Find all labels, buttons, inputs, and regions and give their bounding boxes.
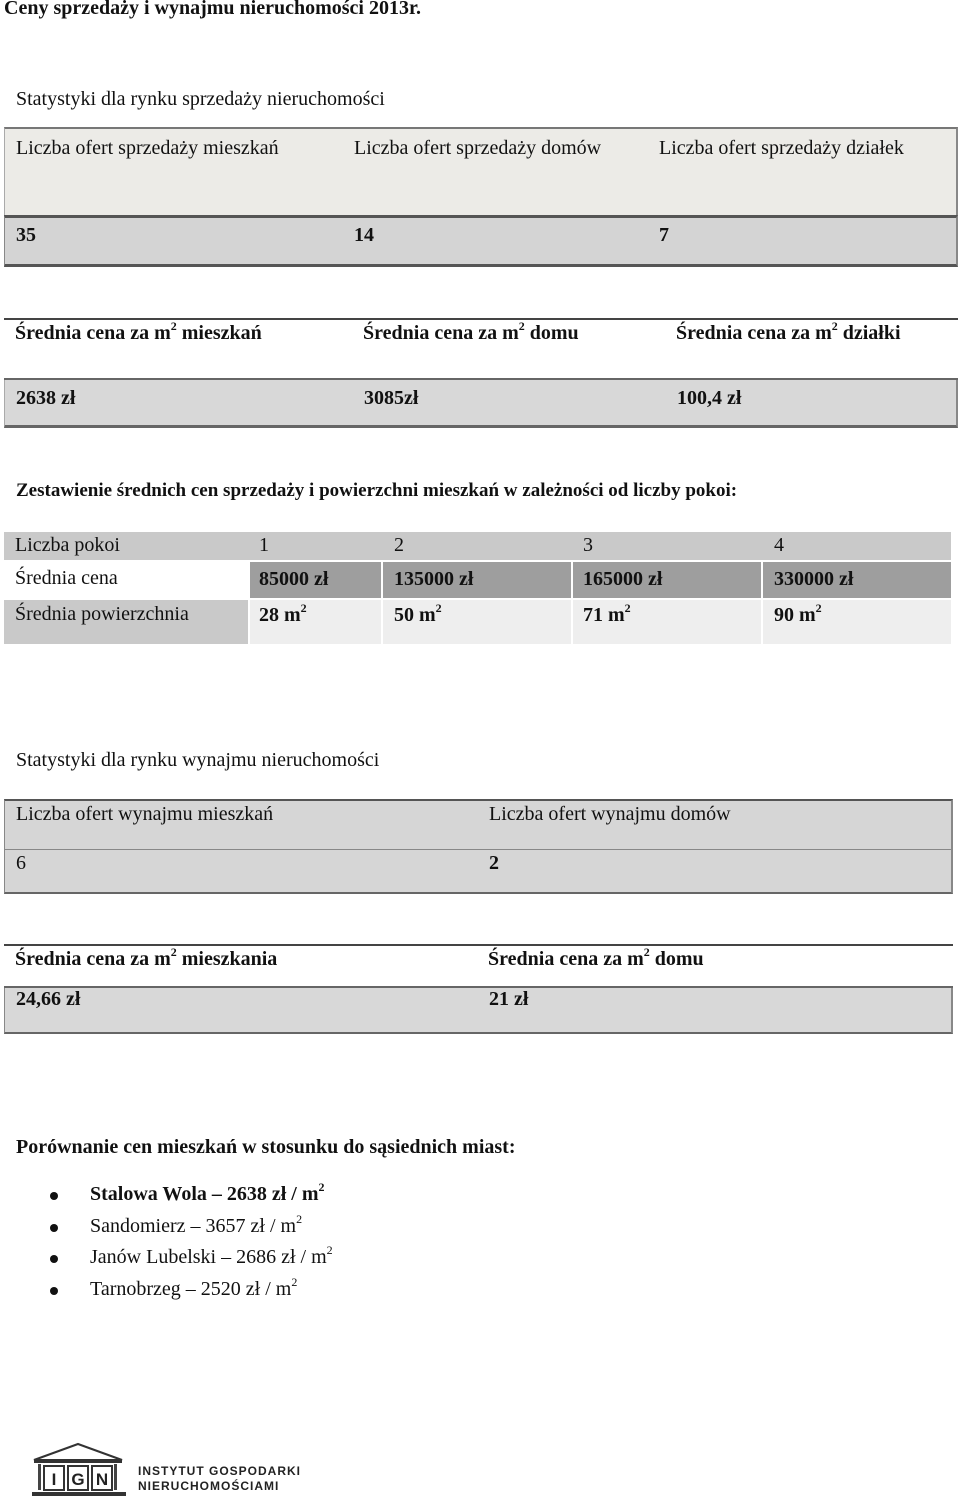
rooms-count-1: 1 — [259, 534, 269, 556]
logo-letter-i: I — [51, 1470, 57, 1489]
bullet-icon — [50, 1287, 58, 1295]
comparison-item-sandomierz: Sandomierz – 3657 zł / $m^2$ — [90, 1211, 303, 1237]
price-header-plots: Średnia cena za $m^2$ działki — [676, 319, 901, 344]
sales-price-table — [4, 318, 958, 428]
sales-heading: Statystyki dla rynku sprzedaży nieruchomości — [16, 88, 385, 110]
rooms-area-4: 90 $m^2$ — [774, 601, 822, 626]
logo-line-1: INSTYTUT GOSPODARKI — [138, 1464, 302, 1478]
bullet-icon — [50, 1255, 58, 1263]
rental-price-header-houses: Średnia cena za $m^2$ domu — [488, 945, 704, 970]
offers-value-houses: 14 — [354, 224, 374, 246]
rooms-area-1: 28 $m^2$ — [259, 601, 307, 626]
offers-header-plots: Liczba ofert sprzedaży działek — [659, 137, 904, 159]
offers-value-plots: 7 — [659, 224, 669, 246]
rental-price-header-row — [4, 944, 953, 988]
rooms-price-3: 165000 zł — [583, 568, 663, 590]
rooms-heading: Zestawienie średnich cen sprzedaży i powierzchni mieszkań w zależności od liczby pokoi: — [16, 480, 738, 501]
price-header-houses: Średnia cena za $m^2$ domu — [363, 319, 579, 344]
rooms-label-count: Liczba pokoi — [15, 534, 120, 556]
logo-building-icon — [30, 1440, 310, 1500]
sales-offers-header-row — [4, 127, 958, 215]
offers-header-flats: Liczba ofert sprzedaży mieszkań — [16, 137, 279, 159]
rental-heading: Statystyki dla rynku wynajmu nieruchomości — [16, 749, 380, 771]
sales-offers-value-row — [4, 215, 958, 267]
sales-offers-table — [4, 127, 958, 267]
logo-line-2: NIERUCHOMOŚCIAMI — [138, 1479, 280, 1493]
rooms-area-3: 71 $m^2$ — [583, 601, 631, 626]
rental-price-value-houses: 21 zł — [489, 988, 529, 1010]
rental-offers-value-row — [4, 849, 953, 894]
logo-letter-n: N — [95, 1470, 109, 1489]
rooms-price-4: 330000 zł — [774, 568, 854, 590]
price-header-flats: Średnia cena za $m^2$ mieszkań — [15, 319, 262, 344]
comparison-item-stalowa-wola: Stalowa Wola – 2638 zł / $m^2$ — [90, 1180, 325, 1205]
rooms-label-area: Średnia powierzchnia — [15, 603, 189, 625]
rooms-row-count — [4, 532, 951, 560]
rental-header-flats: Liczba ofert wynajmu mieszkań — [16, 803, 274, 825]
rental-offers-header-row — [4, 799, 953, 849]
comparison-item-janow-lubelski: Janów Lubelski – 2686 zł / $m^2$ — [90, 1243, 333, 1268]
rental-offers-table — [4, 799, 953, 894]
price-value-flats: 2638 zł — [16, 387, 76, 409]
rooms-count-3: 3 — [583, 534, 593, 556]
rental-price-value-row — [4, 988, 953, 1034]
rooms-count-2: 2 — [394, 534, 404, 556]
rental-price-table — [4, 944, 953, 1034]
rental-header-houses: Liczba ofert wynajmu domów — [489, 803, 731, 825]
rental-value-flats: 6 — [16, 852, 26, 874]
sales-price-header-row — [4, 318, 958, 380]
rooms-count-4: 4 — [774, 534, 784, 556]
rental-price-value-flats: 24,66 zł — [16, 988, 81, 1010]
offers-header-houses: Liczba ofert sprzedaży domów — [354, 137, 602, 159]
offers-value-flats: 35 — [16, 224, 36, 246]
comparison-heading: Porównanie cen mieszkań w stosunku do sąsiednich miast: — [16, 1136, 516, 1158]
comparison-item-tarnobrzeg: Tarnobrzeg – 2520 zł / $m^2$ — [90, 1274, 298, 1300]
rooms-price-2: 135000 zł — [394, 568, 474, 590]
bullet-icon — [50, 1192, 58, 1200]
logo-letter-g: G — [71, 1470, 85, 1489]
ign-logo — [30, 1440, 310, 1500]
rooms-area-2: 50 $m^2$ — [394, 601, 442, 626]
page-title: Ceny sprzedaży i wynajmu nieruchomości 2013r. — [4, 0, 422, 19]
bullet-icon — [50, 1224, 58, 1232]
price-value-houses: 3085zł — [364, 387, 419, 409]
price-value-plots: 100,4 zł — [677, 387, 742, 409]
sales-price-value-row — [4, 380, 958, 428]
rental-value-houses: 2 — [489, 852, 499, 874]
rooms-table — [4, 532, 951, 644]
rental-price-header-flats: Średnia cena za $m^2$ mieszkania — [15, 945, 278, 970]
rooms-label-price: Średnia cena — [15, 567, 118, 589]
rooms-price-1: 85000 zł — [259, 568, 329, 590]
